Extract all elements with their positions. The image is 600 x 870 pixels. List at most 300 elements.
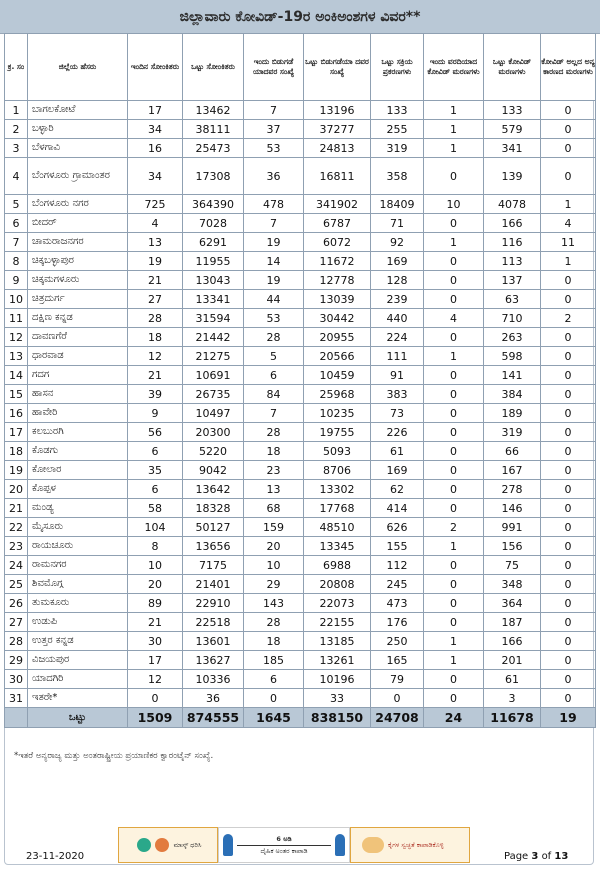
cell-active: 358 bbox=[371, 158, 424, 195]
cell-disch-today: 18 bbox=[244, 632, 304, 651]
cell-non-covid: 0 bbox=[541, 423, 596, 442]
cell-disch-today: 7 bbox=[244, 404, 304, 423]
cell-death-total: 113 bbox=[484, 252, 541, 271]
cell-active: 73 bbox=[371, 404, 424, 423]
cell-death-total: 63 bbox=[484, 290, 541, 309]
table-row bbox=[5, 139, 596, 158]
cell-disch-today: 23 bbox=[244, 461, 304, 480]
cell-active: 79 bbox=[371, 670, 424, 689]
cell-disch-today: 5 bbox=[244, 347, 304, 366]
handwash-text: ಕೈಗಳ ಸ್ವಚ್ಛತೆ ಕಾಪಾಡಿಕೊಳ್ಳಿ bbox=[388, 841, 444, 849]
cell-death-today: 1 bbox=[424, 120, 484, 139]
cell-death-total: 3 bbox=[484, 689, 541, 708]
cell-district: ಚಾಮರಾಜನಗರ bbox=[28, 233, 128, 252]
cell-non-covid: 0 bbox=[541, 158, 596, 195]
cell-non-covid: 0 bbox=[541, 366, 596, 385]
cell-active: 626 bbox=[371, 518, 424, 537]
table-row bbox=[5, 328, 596, 347]
cell-today: 12 bbox=[128, 347, 183, 366]
cell-death-total: 116 bbox=[484, 233, 541, 252]
cell-non-covid: 0 bbox=[541, 518, 596, 537]
cell-today: 17 bbox=[128, 651, 183, 670]
cell-total: 364390 bbox=[183, 195, 244, 214]
cell-today: 89 bbox=[128, 594, 183, 613]
cell-disch-total: 10235 bbox=[304, 404, 371, 423]
cell-non-covid: 0 bbox=[541, 139, 596, 158]
cell-sn: 16 bbox=[5, 404, 28, 423]
cell-sn: 8 bbox=[5, 252, 28, 271]
table-row bbox=[5, 347, 596, 366]
totals-non-covid: 19 bbox=[541, 708, 596, 728]
cell-active: 383 bbox=[371, 385, 424, 404]
cell-district: ಬೆಂಗಳೂರು ಗ್ರಾಮಾಂತರ bbox=[28, 158, 128, 195]
cell-active: 226 bbox=[371, 423, 424, 442]
table-row bbox=[5, 689, 596, 708]
cell-today: 12 bbox=[128, 670, 183, 689]
table-row bbox=[5, 404, 596, 423]
cell-total: 36 bbox=[183, 689, 244, 708]
cell-total: 13341 bbox=[183, 290, 244, 309]
cell-non-covid: 0 bbox=[541, 120, 596, 139]
cell-disch-today: 159 bbox=[244, 518, 304, 537]
cell-sn: 19 bbox=[5, 461, 28, 480]
cell-death-today: 0 bbox=[424, 613, 484, 632]
cell-disch-today: 28 bbox=[244, 423, 304, 442]
cell-sn: 18 bbox=[5, 442, 28, 461]
cell-death-today: 0 bbox=[424, 461, 484, 480]
cell-district: ಕೊಡಗು bbox=[28, 442, 128, 461]
cell-active: 111 bbox=[371, 347, 424, 366]
distance-text: ದೈಹಿಕ ಅಂತರ ಕಾಪಾಡಿ bbox=[260, 846, 308, 855]
cell-today: 4 bbox=[128, 214, 183, 233]
cell-disch-total: 13302 bbox=[304, 480, 371, 499]
cell-total: 22518 bbox=[183, 613, 244, 632]
masked-face-icon bbox=[137, 838, 151, 852]
cell-active: 62 bbox=[371, 480, 424, 499]
masked-face-icon bbox=[155, 838, 169, 852]
cell-death-total: 4078 bbox=[484, 195, 541, 214]
cell-death-today: 0 bbox=[424, 252, 484, 271]
totals-discharged-total: 838150 bbox=[304, 708, 371, 728]
totals-today: 1509 bbox=[128, 708, 183, 728]
cell-disch-total: 10459 bbox=[304, 366, 371, 385]
cell-district: ಬೆಳಗಾವಿ bbox=[28, 139, 128, 158]
cell-sn: 6 bbox=[5, 214, 28, 233]
cell-disch-today: 84 bbox=[244, 385, 304, 404]
mask-panel bbox=[118, 827, 218, 863]
cell-total: 13642 bbox=[183, 480, 244, 499]
cell-sn: 31 bbox=[5, 689, 28, 708]
cell-death-total: 146 bbox=[484, 499, 541, 518]
cell-death-total: 341 bbox=[484, 139, 541, 158]
cell-sn: 7 bbox=[5, 233, 28, 252]
cell-death-total: 598 bbox=[484, 347, 541, 366]
table-row bbox=[5, 670, 596, 689]
cell-total: 13627 bbox=[183, 651, 244, 670]
totals-label: ಒಟ್ಟು bbox=[28, 708, 128, 728]
cell-disch-total: 10196 bbox=[304, 670, 371, 689]
cell-district: ಹಾಸನ bbox=[28, 385, 128, 404]
totals-total: 874555 bbox=[183, 708, 244, 728]
cell-active: 128 bbox=[371, 271, 424, 290]
cell-today: 6 bbox=[128, 442, 183, 461]
cell-disch-today: 28 bbox=[244, 613, 304, 632]
cell-non-covid: 1 bbox=[541, 252, 596, 271]
cell-death-today: 0 bbox=[424, 404, 484, 423]
cell-death-today: 0 bbox=[424, 423, 484, 442]
cell-disch-today: 13 bbox=[244, 480, 304, 499]
table-row bbox=[5, 233, 596, 252]
cell-total: 21442 bbox=[183, 328, 244, 347]
cell-total: 9042 bbox=[183, 461, 244, 480]
table-row bbox=[5, 537, 596, 556]
footnote: *ಇತರೆ ಅನ್ಯರಾಜ್ಯ ಮತ್ತು ಅಂತರಾಷ್ಟ್ರೀಯ ಪ್ರಯಾಣಿಕರ ಕ್ವಾರಂಟೈನ್ ಸಂಖ್ಯೆ. bbox=[14, 751, 214, 761]
cell-today: 104 bbox=[128, 518, 183, 537]
table-row bbox=[5, 271, 596, 290]
cell-non-covid: 0 bbox=[541, 404, 596, 423]
cell-today: 35 bbox=[128, 461, 183, 480]
cell-district: ಇತರೇ* bbox=[28, 689, 128, 708]
cell-active: 112 bbox=[371, 556, 424, 575]
footer-date: 23-11-2020 bbox=[26, 851, 85, 862]
cell-death-today: 1 bbox=[424, 233, 484, 252]
page-prefix: Page bbox=[504, 851, 529, 862]
cell-total: 13601 bbox=[183, 632, 244, 651]
cell-sn: 25 bbox=[5, 575, 28, 594]
cell-today: 19 bbox=[128, 252, 183, 271]
cell-disch-today: 36 bbox=[244, 158, 304, 195]
cell-today: 21 bbox=[128, 271, 183, 290]
cell-disch-total: 8706 bbox=[304, 461, 371, 480]
table-row bbox=[5, 442, 596, 461]
cell-non-covid: 0 bbox=[541, 632, 596, 651]
totals-sn bbox=[5, 708, 28, 728]
cell-today: 28 bbox=[128, 309, 183, 328]
table-row bbox=[5, 480, 596, 499]
person-icon bbox=[335, 834, 345, 856]
totals-discharged-today: 1645 bbox=[244, 708, 304, 728]
cell-today: 6 bbox=[128, 480, 183, 499]
cell-active: 169 bbox=[371, 252, 424, 271]
cell-district: ವಿಜಯಪುರ bbox=[28, 651, 128, 670]
person-icon bbox=[223, 834, 233, 856]
cell-death-total: 187 bbox=[484, 613, 541, 632]
cell-today: 18 bbox=[128, 328, 183, 347]
cell-death-total: 710 bbox=[484, 309, 541, 328]
cell-non-covid: 0 bbox=[541, 271, 596, 290]
cell-non-covid: 0 bbox=[541, 480, 596, 499]
cell-disch-today: 44 bbox=[244, 290, 304, 309]
cell-death-today: 0 bbox=[424, 689, 484, 708]
cell-non-covid: 0 bbox=[541, 290, 596, 309]
cell-non-covid: 0 bbox=[541, 101, 596, 120]
table-row bbox=[5, 290, 596, 309]
cell-non-covid: 11 bbox=[541, 233, 596, 252]
col-header-total: ಒಟ್ಟು ಸೋಂಕಿತರು bbox=[183, 34, 244, 101]
totals-active: 24708 bbox=[371, 708, 424, 728]
cell-death-total: 364 bbox=[484, 594, 541, 613]
cell-district: ಕಲಬುರಗಿ bbox=[28, 423, 128, 442]
cell-today: 0 bbox=[128, 689, 183, 708]
handwash-icon bbox=[362, 837, 384, 853]
cell-non-covid: 0 bbox=[541, 689, 596, 708]
cell-disch-total: 37277 bbox=[304, 120, 371, 139]
col-header-deaths-total: ಒಟ್ಟು ಕೋವಿಡ್ ಮರಣಗಳು bbox=[484, 34, 541, 101]
cell-district: ಬೆಂಗಳೂರು ನಗರ bbox=[28, 195, 128, 214]
cell-disch-total: 25968 bbox=[304, 385, 371, 404]
cell-non-covid: 0 bbox=[541, 556, 596, 575]
cell-disch-total: 17768 bbox=[304, 499, 371, 518]
cell-today: 725 bbox=[128, 195, 183, 214]
cell-death-today: 1 bbox=[424, 632, 484, 651]
cell-total: 21275 bbox=[183, 347, 244, 366]
cell-death-today: 10 bbox=[424, 195, 484, 214]
table-row bbox=[5, 423, 596, 442]
cell-total: 10336 bbox=[183, 670, 244, 689]
cell-active: 473 bbox=[371, 594, 424, 613]
cell-total: 25473 bbox=[183, 139, 244, 158]
totals-deaths-total: 11678 bbox=[484, 708, 541, 728]
cell-today: 56 bbox=[128, 423, 183, 442]
cell-disch-total: 22155 bbox=[304, 613, 371, 632]
cell-death-total: 167 bbox=[484, 461, 541, 480]
cell-non-covid: 0 bbox=[541, 385, 596, 404]
cell-non-covid: 2 bbox=[541, 309, 596, 328]
cell-disch-today: 6 bbox=[244, 366, 304, 385]
cell-district: ಚಿಕ್ಕಮಗಳೂರು bbox=[28, 271, 128, 290]
cell-district: ಗದಗ bbox=[28, 366, 128, 385]
cell-disch-total: 19755 bbox=[304, 423, 371, 442]
cell-death-today: 0 bbox=[424, 214, 484, 233]
cell-total: 13656 bbox=[183, 537, 244, 556]
cell-death-total: 991 bbox=[484, 518, 541, 537]
cell-total: 7028 bbox=[183, 214, 244, 233]
cell-today: 10 bbox=[128, 556, 183, 575]
page-current: 3 bbox=[531, 851, 539, 862]
cell-sn: 15 bbox=[5, 385, 28, 404]
table-row bbox=[5, 499, 596, 518]
cell-disch-total: 16811 bbox=[304, 158, 371, 195]
col-header-non-covid-deaths: ಕೋವಿಡ್ ಅಲ್ಲದ ಅನ್ಯ ಕಾರಣದ ಮರಣಗಳು bbox=[541, 34, 596, 101]
cell-district: ಮೈಸೂರು bbox=[28, 518, 128, 537]
cell-active: 440 bbox=[371, 309, 424, 328]
cell-non-covid: 0 bbox=[541, 537, 596, 556]
totals-row bbox=[5, 708, 596, 728]
cell-death-total: 75 bbox=[484, 556, 541, 575]
cell-disch-today: 10 bbox=[244, 556, 304, 575]
cell-non-covid: 0 bbox=[541, 613, 596, 632]
cell-death-today: 1 bbox=[424, 139, 484, 158]
totals-deaths-today: 24 bbox=[424, 708, 484, 728]
cell-active: 255 bbox=[371, 120, 424, 139]
col-header-active: ಒಟ್ಟು ಸಕ್ರಿಯ ಪ್ರಕರಣಗಳು bbox=[371, 34, 424, 101]
cell-active: 92 bbox=[371, 233, 424, 252]
cell-non-covid: 0 bbox=[541, 575, 596, 594]
cell-death-total: 139 bbox=[484, 158, 541, 195]
cell-non-covid: 0 bbox=[541, 461, 596, 480]
cell-disch-total: 20955 bbox=[304, 328, 371, 347]
cell-non-covid: 0 bbox=[541, 651, 596, 670]
col-header-discharged-today: ಇಂದು ಬಿಡುಗಡೆ ಯಾದವರ ಸಂಖ್ಯೆ bbox=[244, 34, 304, 101]
cell-disch-total: 13261 bbox=[304, 651, 371, 670]
cell-total: 50127 bbox=[183, 518, 244, 537]
cell-today: 13 bbox=[128, 233, 183, 252]
cell-disch-total: 13345 bbox=[304, 537, 371, 556]
cell-non-covid: 0 bbox=[541, 442, 596, 461]
cell-disch-today: 20 bbox=[244, 537, 304, 556]
cell-death-today: 1 bbox=[424, 537, 484, 556]
cell-sn: 13 bbox=[5, 347, 28, 366]
cell-disch-today: 7 bbox=[244, 101, 304, 120]
cell-death-total: 166 bbox=[484, 632, 541, 651]
cell-today: 58 bbox=[128, 499, 183, 518]
cell-sn: 3 bbox=[5, 139, 28, 158]
cell-death-today: 0 bbox=[424, 385, 484, 404]
cell-death-total: 319 bbox=[484, 423, 541, 442]
table-row bbox=[5, 575, 596, 594]
cell-death-today: 1 bbox=[424, 651, 484, 670]
table-row bbox=[5, 461, 596, 480]
cell-total: 6291 bbox=[183, 233, 244, 252]
cell-disch-today: 14 bbox=[244, 252, 304, 271]
cell-sn: 12 bbox=[5, 328, 28, 347]
cell-disch-today: 37 bbox=[244, 120, 304, 139]
table-row bbox=[5, 101, 596, 120]
cell-today: 39 bbox=[128, 385, 183, 404]
cell-total: 20300 bbox=[183, 423, 244, 442]
cell-disch-total: 13039 bbox=[304, 290, 371, 309]
cell-disch-today: 28 bbox=[244, 328, 304, 347]
table-header-row bbox=[5, 34, 596, 101]
cell-sn: 4 bbox=[5, 158, 28, 195]
cell-non-covid: 0 bbox=[541, 347, 596, 366]
cell-death-total: 348 bbox=[484, 575, 541, 594]
cell-today: 30 bbox=[128, 632, 183, 651]
cell-disch-today: 29 bbox=[244, 575, 304, 594]
distance-panel bbox=[218, 827, 350, 863]
cell-sn: 30 bbox=[5, 670, 28, 689]
cell-sn: 1 bbox=[5, 101, 28, 120]
cell-death-today: 1 bbox=[424, 347, 484, 366]
cell-sn: 24 bbox=[5, 556, 28, 575]
cell-total: 22910 bbox=[183, 594, 244, 613]
cell-today: 34 bbox=[128, 158, 183, 195]
cell-death-total: 166 bbox=[484, 214, 541, 233]
cell-death-total: 263 bbox=[484, 328, 541, 347]
cell-death-today: 0 bbox=[424, 670, 484, 689]
cell-disch-total: 6787 bbox=[304, 214, 371, 233]
cell-death-total: 66 bbox=[484, 442, 541, 461]
cell-today: 21 bbox=[128, 613, 183, 632]
cell-today: 9 bbox=[128, 404, 183, 423]
table-row bbox=[5, 385, 596, 404]
cell-district: ದಕ್ಷಿಣ ಕನ್ನಡ bbox=[28, 309, 128, 328]
col-header-discharged-total: ಒಟ್ಟು ಬಿಡುಗಡೆಯಾ ದವರ ಸಂಖ್ಯೆ bbox=[304, 34, 371, 101]
cell-disch-total: 6988 bbox=[304, 556, 371, 575]
cell-disch-today: 18 bbox=[244, 442, 304, 461]
cell-sn: 10 bbox=[5, 290, 28, 309]
cell-active: 18409 bbox=[371, 195, 424, 214]
cell-sn: 21 bbox=[5, 499, 28, 518]
cell-disch-total: 13196 bbox=[304, 101, 371, 120]
cell-disch-total: 22073 bbox=[304, 594, 371, 613]
handwash-panel bbox=[350, 827, 470, 863]
cell-disch-total: 6072 bbox=[304, 233, 371, 252]
table-row bbox=[5, 556, 596, 575]
cell-sn: 28 bbox=[5, 632, 28, 651]
cell-death-today: 4 bbox=[424, 309, 484, 328]
cell-district: ದಾವಣಗೆರೆ bbox=[28, 328, 128, 347]
table-row bbox=[5, 195, 596, 214]
cell-non-covid: 0 bbox=[541, 328, 596, 347]
cell-sn: 23 bbox=[5, 537, 28, 556]
cell-active: 319 bbox=[371, 139, 424, 158]
cell-active: 176 bbox=[371, 613, 424, 632]
cell-death-today: 1 bbox=[424, 101, 484, 120]
cell-death-today: 0 bbox=[424, 556, 484, 575]
cell-district: ಕೋಲಾರ bbox=[28, 461, 128, 480]
table-row bbox=[5, 252, 596, 271]
cell-sn: 17 bbox=[5, 423, 28, 442]
cell-sn: 2 bbox=[5, 120, 28, 139]
cell-death-today: 2 bbox=[424, 518, 484, 537]
cell-death-total: 141 bbox=[484, 366, 541, 385]
cell-active: 245 bbox=[371, 575, 424, 594]
cell-sn: 11 bbox=[5, 309, 28, 328]
cell-non-covid: 0 bbox=[541, 670, 596, 689]
cell-disch-total: 20808 bbox=[304, 575, 371, 594]
cell-death-total: 156 bbox=[484, 537, 541, 556]
cell-district: ಧಾರವಾಡ bbox=[28, 347, 128, 366]
cell-disch-today: 185 bbox=[244, 651, 304, 670]
cell-today: 20 bbox=[128, 575, 183, 594]
cell-non-covid: 0 bbox=[541, 499, 596, 518]
safety-banner bbox=[118, 827, 470, 863]
cell-active: 224 bbox=[371, 328, 424, 347]
cell-active: 239 bbox=[371, 290, 424, 309]
cell-disch-total: 5093 bbox=[304, 442, 371, 461]
cell-disch-total: 13185 bbox=[304, 632, 371, 651]
cell-death-today: 0 bbox=[424, 499, 484, 518]
page-number bbox=[504, 851, 568, 862]
cell-total: 13462 bbox=[183, 101, 244, 120]
cell-today: 27 bbox=[128, 290, 183, 309]
covid-district-table bbox=[4, 33, 596, 728]
cell-total: 18328 bbox=[183, 499, 244, 518]
cell-death-today: 0 bbox=[424, 158, 484, 195]
cell-total: 26735 bbox=[183, 385, 244, 404]
cell-active: 414 bbox=[371, 499, 424, 518]
cell-non-covid: 0 bbox=[541, 594, 596, 613]
cell-sn: 26 bbox=[5, 594, 28, 613]
cell-death-today: 0 bbox=[424, 271, 484, 290]
cell-district: ಕೊಪ್ಪಳ bbox=[28, 480, 128, 499]
cell-district: ರಾಮನಗರ bbox=[28, 556, 128, 575]
cell-sn: 20 bbox=[5, 480, 28, 499]
cell-disch-today: 6 bbox=[244, 670, 304, 689]
cell-today: 34 bbox=[128, 120, 183, 139]
cell-district: ಹಾವೇರಿ bbox=[28, 404, 128, 423]
cell-disch-today: 0 bbox=[244, 689, 304, 708]
mask-text: ಮಾಸ್ಕ್ ಧರಿಸಿ bbox=[173, 840, 202, 849]
cell-total: 21401 bbox=[183, 575, 244, 594]
cell-disch-total: 48510 bbox=[304, 518, 371, 537]
cell-disch-total: 341902 bbox=[304, 195, 371, 214]
cell-death-total: 579 bbox=[484, 120, 541, 139]
cell-active: 71 bbox=[371, 214, 424, 233]
cell-disch-today: 143 bbox=[244, 594, 304, 613]
cell-total: 5220 bbox=[183, 442, 244, 461]
